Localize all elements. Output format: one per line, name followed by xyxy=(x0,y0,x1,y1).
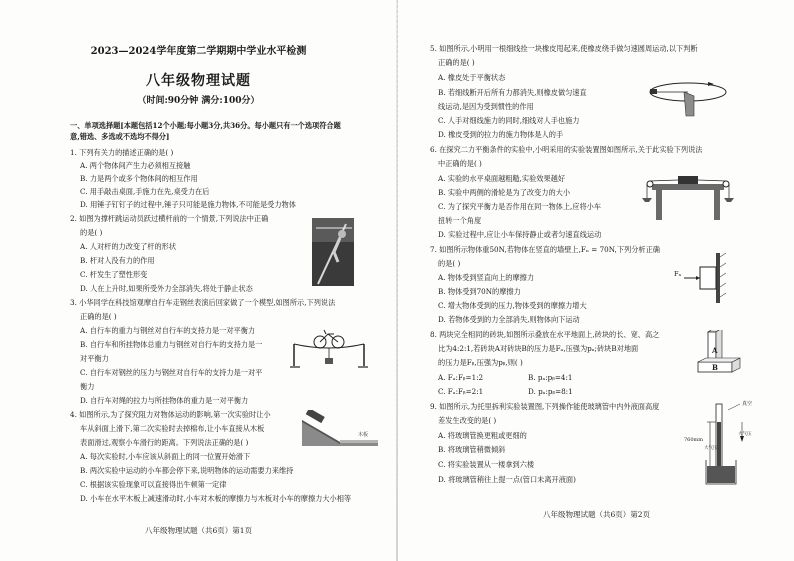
option-text: D. 实验过程中,应让小车保持静止或者匀速直线运动 xyxy=(438,230,602,239)
option-text: B. 杆对人没有力的作用 xyxy=(80,256,155,265)
exam-meta: （时间:90分钟 满分:100分） xyxy=(137,96,260,106)
atm-label-right: 大气压 xyxy=(738,432,752,437)
force-label: Fₙ xyxy=(674,270,682,278)
option-text: C. 增大物体受到的压力,物体受到的摩擦力增大 xyxy=(438,301,587,310)
question-text: 的是( ) xyxy=(438,259,461,268)
option-text: B. 若细线断开后所有力都消失,则橡皮做匀速直 xyxy=(438,88,587,97)
section-heading-line-2: 意,错选、多选或不选均不得分] xyxy=(70,132,170,141)
option-text: D. 小车在水平木板上减速滑动时,小车对木板的摩擦力与木板对小车的摩擦力大小相等 xyxy=(80,494,352,503)
brick-a-label: A xyxy=(712,346,718,355)
page-footer-right: 八年级物理试题（共6页）第2页 xyxy=(542,510,651,519)
pole-vault-photo xyxy=(312,218,354,286)
option-text: B. 力是两个或多个物体间的相互作用 xyxy=(80,174,198,183)
eraser-circle-figure xyxy=(648,78,730,118)
exam-header: 2023—2024学年度第二学期期中学业水平检测 xyxy=(90,46,307,57)
option-text: D. 人在上升时,如果所受外力全部消失,将处于静止状态 xyxy=(80,284,253,293)
option-text: D. 若物体受到的力全部消失,则物体向下运动 xyxy=(438,315,580,324)
question-text: 3. 小华同学在科技馆观摩自行车走钢丝表演后回家做了一个模型,如图所示,下列说法 xyxy=(70,298,336,307)
option-text: A. 将玻璃管换更粗或更细的 xyxy=(438,431,527,440)
option-text: C. 用手敲击桌面,手施力在先,桌受力在后 xyxy=(80,187,210,196)
question-text: 比为4:2:1,若砖块A对砖块B的压力是Fₐ,压强为pₐ;砖块B对地面 xyxy=(438,344,639,353)
question-text: 车从斜面上滑下,第二次实验时去掉棉布,让小车直接从木板 xyxy=(80,424,265,433)
question-text: 正确的是( ) xyxy=(80,312,117,321)
incline-cart-figure xyxy=(300,410,380,450)
right-page xyxy=(397,0,794,561)
option-text: A. 两个物体间产生力必须相互接触 xyxy=(80,161,191,170)
question-text: 8. 两块完全相同的砖块,如图所示叠放在水平地面上,砖块的长、宽、高之 xyxy=(430,330,660,339)
option-text: D. 用锤子钉钉子的过程中,锤子只可能是施力物体,不可能是受力物体 xyxy=(80,200,296,209)
question-text: 4. 如图所示,为了探究阻力对物体运动的影响,第一次实验时让小 xyxy=(70,410,271,419)
option-text: B. pₐ:pᵦ=4:1 xyxy=(528,373,573,382)
question-text: 中正确的是( ) xyxy=(438,159,482,168)
question-text: 2. 如图为撑杆跳运动员跃过横杆前的一个情景,下列说法中正确 xyxy=(70,214,269,223)
question-text: 5. 如图所示,小明用一根细线拴一块橡皮甩起来,使橡皮绕手做匀速圆周运动,以下判断 xyxy=(430,44,698,53)
option-text: A. 橡皮处于平衡状态 xyxy=(438,73,506,82)
option-text: D. 自行车对绳的拉力与所挂物体的重力是一对平衡力 xyxy=(80,396,249,405)
bicycle-wire-figure xyxy=(290,324,368,370)
page-footer-left: 八年级物理试题（共6页）第1页 xyxy=(144,526,253,535)
question-text: 的是( ) xyxy=(80,228,103,237)
option-text: A. 物体受到竖直向上的摩擦力 xyxy=(438,273,535,282)
question-text: 7. 如图所示物体重50N,若物体在竖直的墙壁上,Fₙ = 70N,下列分析正确 xyxy=(430,245,660,254)
option-text: B. 物体受到70N的摩擦力 xyxy=(438,287,521,296)
stacked-bricks-figure xyxy=(696,330,744,376)
option-text: C. 根据该实验现象可以直接得出牛顿第一定律 xyxy=(80,480,227,489)
svg-text:木板: 木板 xyxy=(358,432,369,438)
option-text: D. 将玻璃管稍往上提一点(管口未离开液面) xyxy=(438,475,576,484)
height-label: 760mm xyxy=(684,437,704,443)
question-text: 9. 如图所示,为托里拆利实验装置图,下列操作能使玻璃管中内外液面高度 xyxy=(430,402,660,411)
question-text: 正确的是( ) xyxy=(438,58,475,67)
atm-label-left: 大气压 xyxy=(704,446,718,451)
balance-apparatus-figure xyxy=(638,168,738,222)
question-text: 的压力是Fᵦ,压强为pᵦ,则( ) xyxy=(438,358,523,367)
vacuum-label: 真空 xyxy=(742,401,753,407)
option-text: D. pₐ:pᵦ=8:1 xyxy=(528,387,573,396)
option-text: B. 将玻璃管稍微倾斜 xyxy=(438,445,506,454)
question-text: 表面滑过,观察小车滑行的距离。下列说法正确的是( ) xyxy=(80,438,249,447)
option-text: C. 为了探究平衡力是否作用在同一物体上,应将小车 xyxy=(438,202,602,211)
option-text: A. 人对杆的力改变了杆的形状 xyxy=(80,242,177,251)
option-text: D. 橡皮受到的拉力的施力物体是人的手 xyxy=(438,130,564,139)
option-text: B. 两次实验中运动的小车都会停下来,说明物体的运动需要力来维持 xyxy=(80,466,294,475)
option-text: B. 自行车和所挂物体总重力与钢丝对自行车的支持力是一 xyxy=(80,340,263,349)
option-text: A. Fₐ:Fᵦ=1:2 xyxy=(438,373,484,382)
option-text: C. 人手对细线施力的同时,细线对人手也施力 xyxy=(438,116,580,125)
question-text: 1. 下列有关力的描述正确的是( ) xyxy=(70,148,174,157)
option-text: 扭转一个角度 xyxy=(438,216,482,225)
exam-title: 八年级物理试题 xyxy=(146,73,251,89)
option-text: C. 杆发生了塑性形变 xyxy=(80,270,148,279)
option-text: A. 每次实验时,小车应该从斜面上的同一位置开始滑下 xyxy=(80,452,251,461)
option-text: 对平衡力 xyxy=(80,354,109,363)
option-text: 衡力 xyxy=(80,382,95,391)
option-text: A. 自行车的重力与钢丝对自行车的支持力是一对平衡力 xyxy=(80,326,256,335)
option-text: A. 实验的水平桌面越粗糙,实验效果越好 xyxy=(438,174,566,183)
question-text: 6. 在探究二力平衡条件的实验中,小明采用的实验装置图如图所示,关于此实验下列说法 xyxy=(430,145,703,154)
option-text: 线运动,是因为受到惯性的作用 xyxy=(438,102,534,111)
option-text: B. 实验中两侧的滑轮是为了改变力的大小 xyxy=(438,188,571,197)
option-text: C. 将实验装置从一楼拿到六楼 xyxy=(438,460,535,469)
brick-b-label: B xyxy=(712,363,718,372)
option-text: C. Fₐ:Fᵦ=2:1 xyxy=(438,387,484,396)
option-text: C. 自行车对钢丝的压力与钢丝对自行车的支持力是一对平 xyxy=(80,368,263,377)
question-text: 差发生改变的是( ) xyxy=(438,416,497,425)
section-heading-line-1: 一、单项选择题[本题包括12个小题;每小题3分,共36分。每小题只有一个选项符合题 xyxy=(70,121,341,130)
